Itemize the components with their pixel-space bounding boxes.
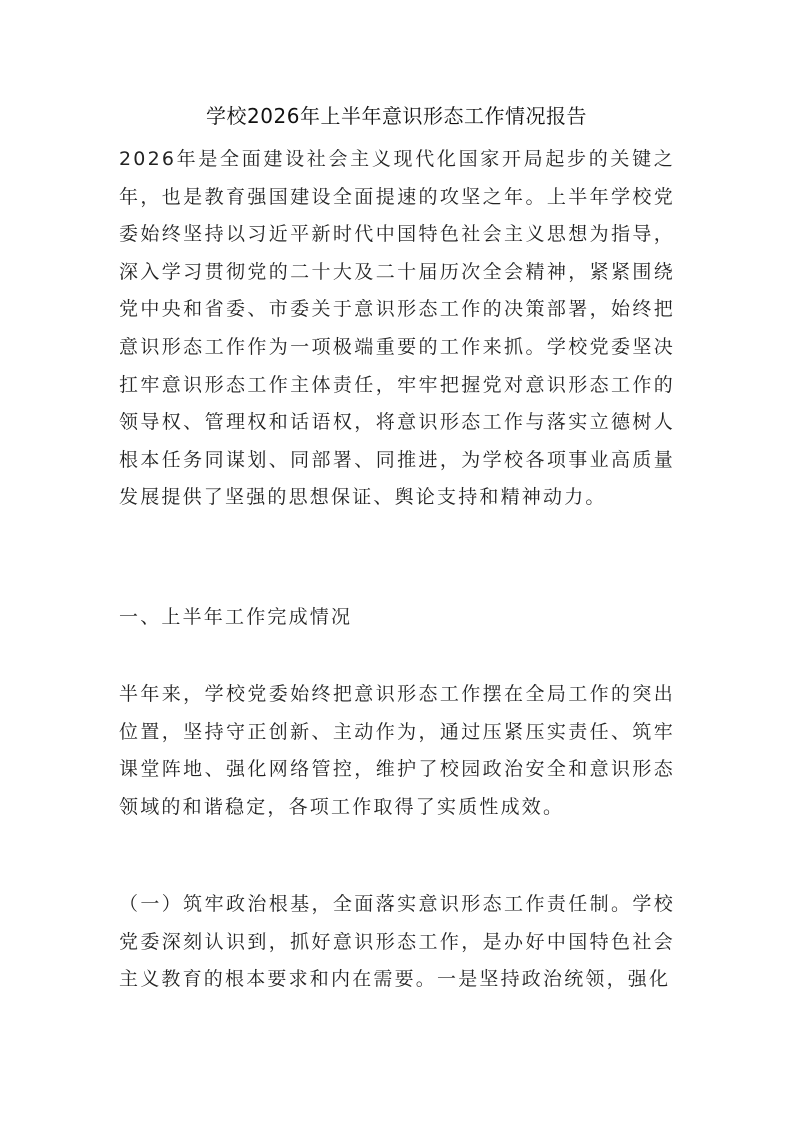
section-heading: 一、上半年工作完成情况 bbox=[119, 606, 353, 628]
section-summary-paragraph: 半年来，学校党委始终把意识形态工作摆在全局工作的突出位置，坚持守正创新、主动作为，通过压紧压实责任、筑牢课堂阵地、强化网络管控，维护了校园政治安全和意识形态领域的和谐稳定，各项工作取得了实质性成效。 bbox=[119, 683, 675, 818]
document-title: 学校2026年上半年意识形态工作情况报告 bbox=[206, 104, 587, 128]
subsection-paragraph: （一）筑牢政治根基，全面落实意识形态工作责任制。学校党委深刻认识到，抓好意识形态工作，是办好中国特色社会主义教育的根本要求和内在需要。一是坚持政治统领，强化 bbox=[119, 893, 675, 991]
intro-paragraph: 2026年是全面建设社会主义现代化国家开局起步的关键之年，也是教育强国建设全面提速的攻坚之年。上半年学校党委始终坚持以习近平新时代中国特色社会主义思想为指导，深入学习贯彻党的二十大及二十届历次全会精神，紧紧围绕党中央和省委、市委关于意识形态工作的决策部署，始终把意识形态工作作为一项极端重要的工作来抓。学校党委坚决扛牢意识形态工作主体责任，牢牢把握党对意识形态工作的领导权、管理权和话语权，将意识形态工作与落实立德树人根本任务同谋划、同部署、同推进，为学校各项事业高质量发展提供了坚强的思想保证、舆论支持和精神动力。 bbox=[119, 148, 675, 509]
